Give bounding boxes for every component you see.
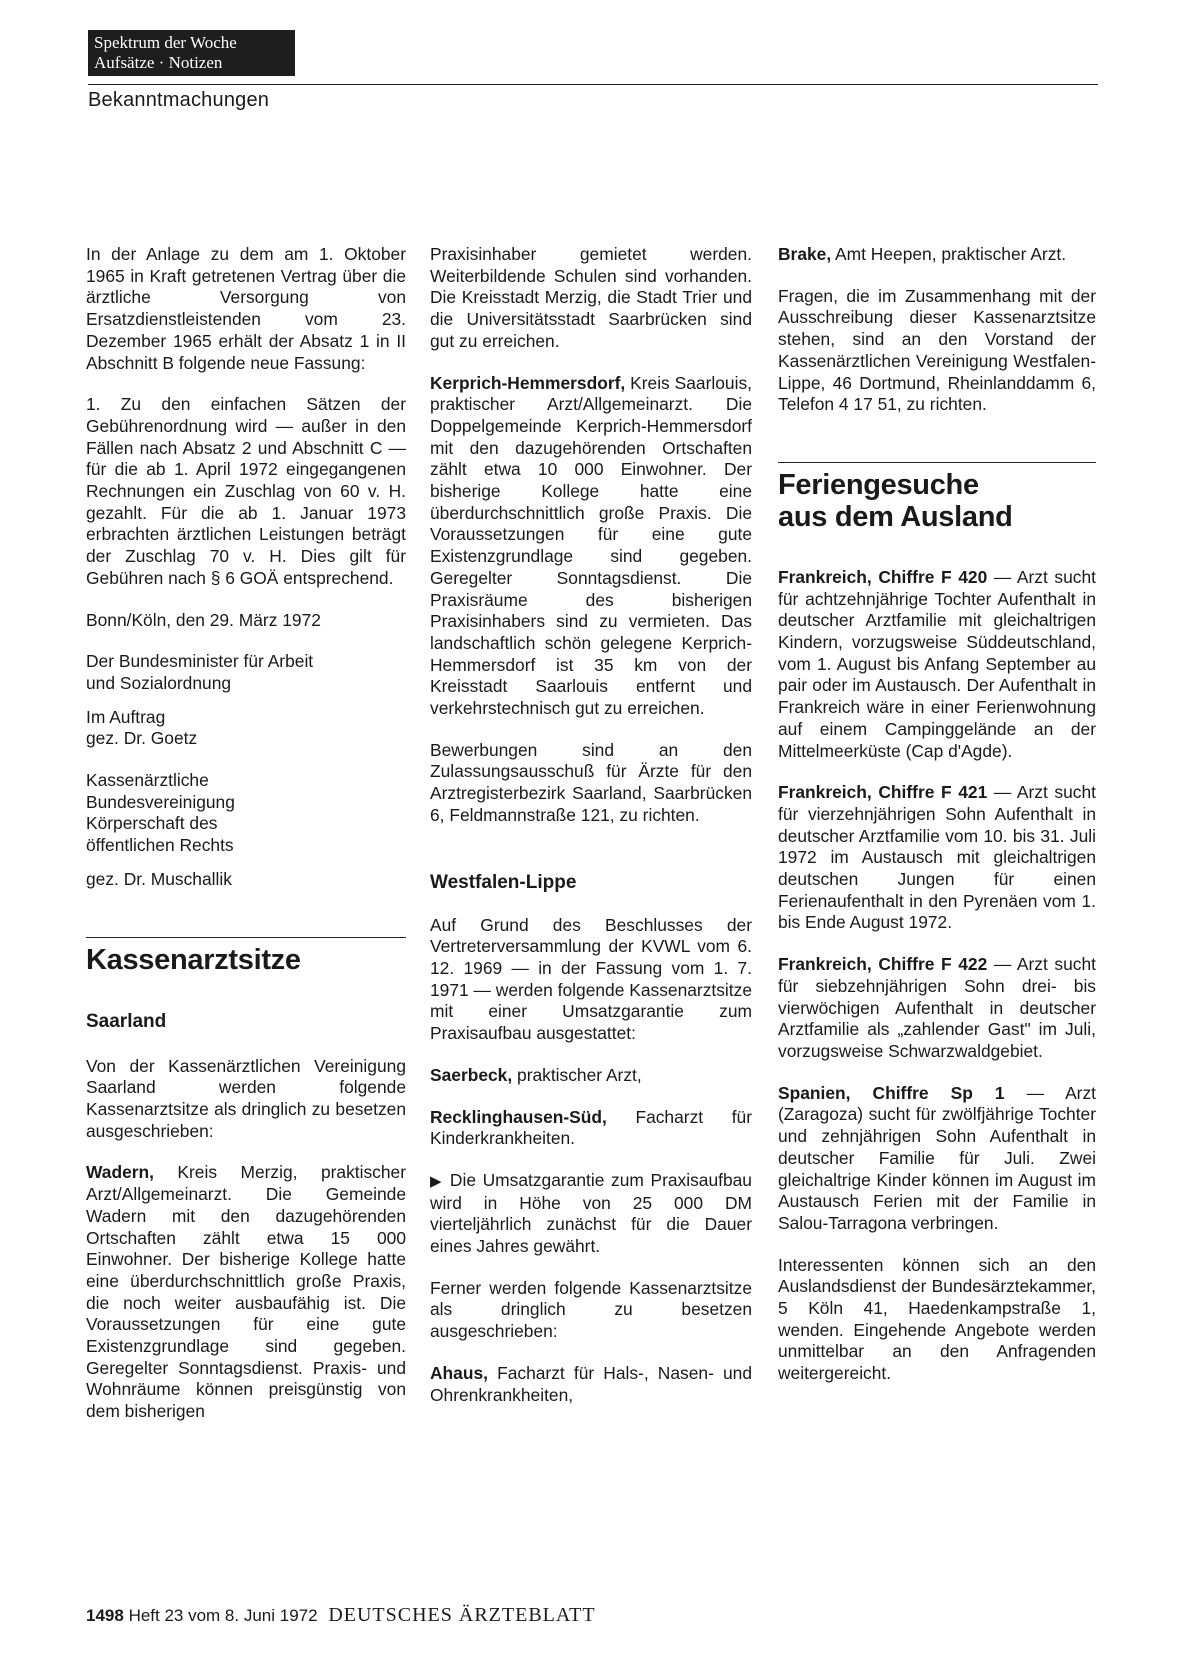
ferner-paragraph: Ferner werden folgende Kassenarztsitze als dringlich zu besetzen ausgeschrieben: xyxy=(430,1277,752,1342)
f422-entry: Frankreich, Chiffre F 422 — Arzt sucht für siebzehnjährigen Sohn drei- bis vierwöchigen Aufenthalt in deutscher Arztfamilie als „zahlender Gast" im Juli, vorzugsweise Schwarzwaldgebiet. xyxy=(778,954,1096,1061)
fragen-paragraph: Fragen, die im Zusammenhang mit der Ausschreibung dieser Kassenarztsitze stehen, sind an den Vorstand der Kassenärztlichen Vereinigung Westfalen-Lippe, 46 Dortmund, Rheinlanddamm 6, Telefon 4 17 51, zu richten. xyxy=(778,285,1096,415)
f420-entry: Frankreich, Chiffre F 420 — Arzt sucht für achtzehnjährige Tochter Aufenthalt in deutscher Arztfamilie mit gleichaltrigen Kindern, vorzugsweise Süddeutschland, vom 1. August bis Anfang September au pair oder im Austausch. Der Aufenthalt in Frankreich wäre in einer Ferienwohnung auf einem Campinggelände an der Mittelmeerküste (Cap d'Agde). xyxy=(778,566,1096,761)
section-label-line1: Spektrum der Woche xyxy=(94,33,237,52)
column-3 xyxy=(778,244,1096,1385)
column-2 xyxy=(430,244,752,1406)
issue-info: Heft 23 vom 8. Juni 1972 xyxy=(128,1606,318,1625)
umsatzgarantie-paragraph: ▶ Die Umsatzgarantie zum Praxisaufbau wird in Höhe von 25 000 DM vierteljährlich zunächst für die Dauer eines Jahres gewährt. xyxy=(430,1169,752,1257)
page-number: 1498 xyxy=(86,1606,124,1625)
westfalen-intro: Auf Grund des Beschlusses der Vertreterversammlung der KVWL vom 6. 12. 1969 — in der Fassung vom 1. 7. 1971 — werden folgende Kassenarztsitze mit einer Umsatzgarantie zum Praxisaufbau ausgestattet: xyxy=(430,914,752,1044)
signature-line: gez. Dr. Muschallik xyxy=(86,868,232,889)
triangle-bullet-icon: ▶ xyxy=(430,1172,444,1190)
heading-rule xyxy=(86,937,406,938)
section-label-box xyxy=(88,30,295,76)
subheading-westfalen-lippe: Westfalen-Lippe xyxy=(430,871,577,893)
heading-kassenarztsitze: Kassenarztsitze xyxy=(86,943,301,976)
heading-rule xyxy=(778,462,1096,463)
sp1-entry: Spanien, Chiffre Sp 1 — Arzt (Zaragoza) sucht für zwölfjährige Tochter und zehnjährigen Sohn Aufenthalt in deutscher Familie für Juli. Zwei gleichaltrige Kinder können im August im Austausch Ferien mit der Familie in Salou-Tarragona verbringen. xyxy=(778,1082,1096,1233)
interessenten-paragraph: Interessenten können sich an den Auslandsdienst der Bundesärztekammer, 5 Köln 41, Haedenkampstraße 1, wenden. Eingehende Angebote werden unmittelbar an den Anfragenden weitergereicht. xyxy=(778,1254,1096,1384)
section-title: Bekanntmachungen xyxy=(88,89,270,111)
kbv-block: Kassenärztliche Bundesvereinigung Körperschaft des öffentlichen Rechts xyxy=(86,770,235,856)
column-1 xyxy=(86,244,406,1423)
page-footer xyxy=(86,1604,596,1627)
header-rule xyxy=(88,84,1098,85)
continuation-paragraph: Praxisinhaber gemietet werden. Weiterbildende Schulen sind vorhanden. Die Kreisstadt Merzig, die Stadt Trier und die Universitätsstadt Saarbrücken sind gut zu erreichen. xyxy=(430,244,752,351)
zuschlag-paragraph: 1. Zu den einfachen Sätzen der Gebührenordnung wird — außer in den Fällen nach Absatz 2 und Abschnitt C — für die ab 1. April 1972 eingegangenen Rechnungen ein Zuschlag von 60 v. H. gezahlt. Für die ab 1. Januar 1973 erbrachten ärztlichen Leistungen beträgt der Zuschlag 70 v. H. Dies gilt für Gebühren nach § 6 GOÄ entsprechend. xyxy=(86,394,406,588)
brake-entry: Brake, Amt Heepen, praktischer Arzt. xyxy=(778,244,1067,264)
bewerbungen-paragraph: Bewerbungen sind an den Zulassungsausschuß für Ärzte für den Arztregisterbezirk Saarland, Saarbrücken 6, Feldmannstraße 121, zu richten. xyxy=(430,739,752,825)
intro-paragraph: In der Anlage zu dem am 1. Oktober 1965 in Kraft getretenen Vertrag über die ärztliche Versorgung von Ersatzdienstleistenden vom 23. Dezember 1965 erhält der Absatz 1 in II Abschnitt B folgende neue Fassung: xyxy=(86,244,406,373)
kerprich-entry: Kerprich-Hemmersdorf, Kreis Saarlouis, praktischer Arzt/Allgemeinarzt. Die Doppelgemeinde Kerprich-Hemmersdorf mit den dazugehörenden Ortschaften zählt etwa 10 000 Einwohner. Der bisherige Kollege hatte eine überdurchschnittlich große Praxis. Die Voraussetzungen für eine gute Existenzgrundlage sind gegeben. Geregelter Sonntagsdienst. Die Praxisräume des bisherigen Praxisinhabers sind zu vermieten. Das landschaftlich schön gelegene Kerprich-Hemmersdorf ist 35 km von der Kreisstadt Saarlouis entfernt und verkehrstechnisch gut zu erreichen. xyxy=(430,372,752,719)
section-label-line2: Aufsätze · Notizen xyxy=(94,53,223,72)
saerbeck-entry: Saerbeck, praktischer Arzt, xyxy=(430,1064,642,1085)
auftrag-block: Im Auftrag gez. Dr. Goetz xyxy=(86,706,198,749)
saarland-intro: Von der Kassenärztlichen Vereinigung Saarland werden folgende Kassenarztsitze als dringlich zu besetzen ausgeschrieben: xyxy=(86,1055,406,1141)
magazine-title: DEUTSCHES ÄRZTEBLATT xyxy=(328,1604,596,1626)
f421-entry: Frankreich, Chiffre F 421 — Arzt sucht für vierzehnjährigen Sohn Aufenthalt in deutscher Arztfamilie vom 10. bis 31. Juli 1972 im Austausch mit gleichaltrigen deutschen Jungen für einen Ferienaufenthalt in den Pyrenäen vom 1. bis Ende August 1972. xyxy=(778,782,1096,933)
date-line: Bonn/Köln, den 29. März 1972 xyxy=(86,609,321,630)
minister-block: Der Bundesminister für Arbeit und Sozialordnung xyxy=(86,651,314,693)
recklinghausen-entry: Recklinghausen-Süd, Facharzt für Kinderkrankheiten. xyxy=(430,1106,752,1149)
heading-feriengesuche: Feriengesuche aus dem Ausland xyxy=(778,468,1013,533)
wadern-entry: Wadern, Kreis Merzig, praktischer Arzt/Allgemeinarzt. Die Gemeinde Wadern mit den dazugehörenden Ortschaften zählt etwa 15 000 Einwohner. Der bisherige Kollege hatte eine überdurchschnittlich große Praxis, die noch weiter ausbaufähig ist. Die Voraussetzungen für eine gute Existenzgrundlage sind gegeben. Geregelter Sonntagsdienst. Praxis- und Wohnräume können preisgünstig von dem bisherigen xyxy=(86,1162,406,1422)
ahaus-entry: Ahaus, Facharzt für Hals-, Nasen- und Ohrenkrankheiten, xyxy=(430,1362,752,1405)
subheading-saarland: Saarland xyxy=(86,1010,167,1032)
